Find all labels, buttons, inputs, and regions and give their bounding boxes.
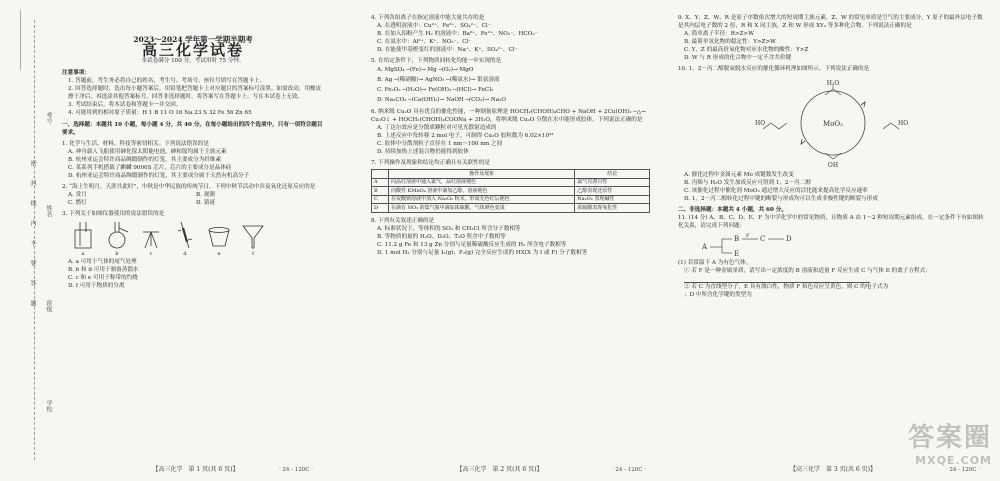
notice-item: 3. 考试结束后，将本试卷和答题卡一并交回。 [68, 102, 182, 108]
q3-option: A. a 可用于气体的尾气处理 [68, 259, 137, 265]
scheme-c: C [760, 235, 766, 243]
paper-code: · 24 - 120C · [611, 467, 646, 473]
q8-option: C. 11.2 g Fe 和 13 g Zn 分别与足量稀硫酸反应生成的 H₂ 所含电子数相等 [377, 241, 567, 248]
name-label: 姓名 [45, 205, 52, 217]
apparatus-label: f [252, 251, 254, 257]
apparatus-label: a [81, 251, 85, 257]
question-1: 1. 化学与生活、材料、科技等密切相关。下列说法错误的是 [62, 141, 209, 147]
table-row [372, 195, 650, 204]
seal-char: 线 [29, 200, 36, 206]
question-9: 9. X、Y、Z、W、R 是原子序数依次增大的短周期主族元素，Z、W 的常见单质是空气的主要成分，Y 原子的最外层电子数是其内层电子数的 2 倍，R 和 X 同主族，Z 和 W 形成 XY₂ 等多种化合物。下列说法正确的是 [678, 15, 983, 29]
page-footer: 【高三化学 第 2 页(共 6 页)】 [456, 466, 543, 473]
question-4: 4. 下列各组离子在指定溶液中能大量共存的是 [371, 15, 485, 21]
q6-option: A. 丁达尔效应是分散质颗粒对可见光散射造成的 [377, 125, 497, 131]
q3-option: D. f 可用于物质的分离 [68, 283, 125, 289]
section-2-heading: 二、非选择题：本题共 4 小题，共 60 分。 [678, 207, 787, 213]
q3-option: B. b 和 d 可用于制备蒸馏水 [68, 267, 139, 273]
question-5: 5. 在给定条件下，下列物质间转化均能一步实现的是 [371, 58, 502, 64]
apparatus-label: c [149, 251, 153, 257]
q2-option: B. 观潮 [196, 192, 215, 198]
question-6: 6. 纳米级 Cu₂O 具有优良的催化性能，一种制备原理是 HOCH₂(CHOH)₄CHO + NaOH + 2Cu(OH)₂ ─△→ Cu₂O↓ + HOCH₂(CHOH)₄COONa + 3H₂O，将纳米级 Cu₂O 分散在水中能形成胶体。下列说法正确的是 [371, 109, 646, 123]
watermark-logo [908, 417, 992, 467]
q9-option: D. W 与 R 形成的化合物中一定不含共价键 [684, 55, 792, 61]
exam-info: 本试卷满分 100 分，考试用时 75 分钟。 [141, 58, 245, 64]
q4-option: A. 在透明溶液中：Cu²⁺、Fe²⁺、SO₄²⁻、Cl⁻ [377, 23, 491, 29]
notice-item: 2. 回答选择题时，选出每小题答案后，用铅笔把答题卡上对应题目的答案标号涂黑。如需改动，用橡皮擦干净后，再选涂其他答案标号。回答非选择题时，将答案写在答题卡上。写在本试卷上无效。 [68, 86, 322, 100]
diagram-bottom-label: OH [827, 162, 839, 169]
exam-page-3 [666, 0, 1000, 481]
question-7: 7. 下列操作及现象和结论均正确且有关联性的是 [371, 160, 490, 166]
round-flask-icon [103, 220, 131, 250]
apparatus-a [66, 220, 100, 258]
table-cell: D [372, 204, 389, 213]
q7-table [371, 169, 650, 213]
tripod-icon [137, 220, 165, 250]
apparatus-label: b [115, 251, 119, 257]
q11-subpart: (1) 若常温下 A 为有色气体。 [678, 260, 752, 266]
page-3-body [678, 14, 988, 299]
table-header: 结论 [575, 170, 650, 179]
q9-option: B. 最简单氢化物的稳定性：Y>Z>W [684, 39, 776, 45]
q9-option: A. 简单离子半径：R>Z>W [684, 31, 754, 37]
scheme-d: D [786, 235, 792, 243]
q4-option: D. 在能使甲基橙变红的溶液中：Na⁺、K⁺、SO₄²⁻、Cl⁻ [377, 47, 518, 53]
question-2: 2. “海上生明月，天涯共此时”，中秋是中华民族的传统节日，下列中秋节活动中涉及氧化还原反应的是 [62, 184, 316, 190]
table-cell: 氯气有漂白性 [575, 178, 650, 187]
watermark-top: 答案圈 [907, 423, 992, 453]
question-10: 10. 1，2－丙二醇脱氧脱水反应的催化循环机理如图所示。下列说法正确的是 [678, 66, 870, 72]
exam-title: 高三化学试卷 [141, 41, 244, 59]
paper-code: · 24 - 120C · [278, 467, 313, 473]
table-cell: A [372, 178, 389, 187]
q10-option: C. 该催化过程中催化剂 MoO₃ 通过增大反应的活化能来提高化学反应速率 [684, 188, 868, 194]
table-cell: B [372, 187, 389, 196]
table-cell: 向品红溶液中通入氯气，品红溶液褪色 [389, 178, 575, 187]
seal-char: 封 [29, 180, 36, 186]
q2-options [62, 191, 324, 207]
gas-washing-bottle-icon [69, 220, 97, 250]
table-cell: 在滴有 NO₂ 的集气瓶中滴加浓硫酸，气体颜色变浅 [389, 204, 575, 213]
diagram-left-label: HO [755, 120, 766, 127]
page-footer: 【高三化学 第 1 页(共 6 页)】 [152, 466, 239, 473]
q1-option: D. 杭州亚运会特许商品绸缎制作的灯笼，其主要成分属于天然有机高分子 [68, 173, 250, 179]
binding-margin [0, 0, 58, 481]
table-cell: 向酸性 KMnO₄ 溶液中滴加乙醇，溶液褪色 [389, 187, 575, 196]
seal-char: 答 [29, 280, 36, 286]
q8-option: A. 标准状况下，等体积的 SO₃ 和 CH₃Cl 所含分子数相等 [377, 225, 521, 232]
table-cell: 乙醇表现还原性 [575, 187, 650, 196]
diagram-right-label: HO [898, 120, 909, 127]
question-3: 3. 下列关于如图仪器使用的说法错误的是 [62, 211, 165, 217]
scheme-f: F [746, 233, 750, 239]
catalytic-cycle-diagram [733, 75, 933, 171]
q3-option: C. c 和 e 可用于称带的灼烧 [68, 275, 138, 281]
q5-option: A. MgSO₄ ─(Fe)→ Mg ─(O₂)→ MgO [377, 67, 474, 73]
q10-option: D. 1，2－丙二醇转化过程中键的断裂与形成均可以生成非极性键的断裂与形成 [684, 196, 878, 202]
q11-subpart: ；D 中所含化学键的类型为 [684, 292, 752, 298]
crucible-icon [205, 220, 233, 250]
table-cell: 浓硫酸表现氧化性 [575, 204, 650, 213]
apparatus-label: d [183, 251, 187, 257]
watermark-bottom: MXQE.COM [915, 454, 992, 467]
q5-option: B. Ag ─(稀硝酸)→ AgNO₃ ─(稀氨水)→ 银氨溶液 [377, 77, 500, 83]
table-cell: C [372, 195, 389, 204]
q1-option: B. 杭州亚运会特许商品绸缎制作的灯笼，其主要成分为纤维素 [68, 157, 222, 163]
condenser-icon [171, 220, 199, 250]
q2-option: A. 赏月 [68, 192, 87, 198]
q11-scheme [700, 231, 810, 259]
notice-title: 注意事项： [62, 70, 90, 76]
q10-option: B. 丙烯与 H₂O 发生加成反应可得到 1，2－丙二醇 [684, 180, 811, 186]
apparatus-c [134, 220, 168, 258]
q8-option: B. 等物质的量的 H₂O、D₂O、T₂O 所含中子数相等 [377, 233, 506, 240]
q2-option: C. 燃灯 [68, 200, 87, 206]
scheme-e: E [734, 250, 740, 258]
diagram-center: MoO₃ [823, 120, 843, 128]
q5-option: D. Na₂CO₃ ─(Ca(OH)₂)→ NaOH ─(CO₂)→ Na₂O [377, 97, 506, 103]
exam-page-1 [0, 0, 333, 481]
q11-subpart: ② 若 C 为直线型分子，E 具有漂白性，物质 F 焰色反应呈黄色，则 C 的电子式为 [684, 284, 889, 290]
school-label: 学校 [45, 400, 52, 412]
q1-option: C. 某系列手机搭载了麒麟 9000S 芯片，芯片的主要成分是晶体硅 [68, 165, 232, 171]
q4-option: C. 在氨水中：Al³⁺、K⁺、NO₃⁻、Cl⁻ [377, 39, 472, 45]
diagram-top-label: H₂O [826, 80, 840, 87]
q4-option: B. 在加入铝粉产生 H₂ 的溶液中：Ba²⁺、Fe²⁺、NO₃⁻、HCO₃⁻ [377, 31, 538, 37]
seal-char: 要 [29, 260, 36, 266]
table-row [372, 187, 650, 196]
table-header: 操作及现象 [389, 170, 575, 179]
q9-option: C. Y、Z 的最高价氧化物对应水化物的酸性：Y>Z [684, 47, 809, 53]
table-cell: 在炭酸钠溶液中加入 Na₂O₂ 粉末，形成无色红后褪色 [389, 195, 575, 204]
apparatus-e [202, 220, 236, 258]
notice-item: 1. 答题前，考生务必将自己的姓名、考生号、考场号、座位号填写在答题卡上。 [68, 78, 266, 84]
paper-code: · 24 - 120C · [945, 467, 980, 473]
q2-option: D. 猜谜 [196, 200, 216, 206]
table-row [372, 204, 650, 213]
apparatus-label: e [217, 251, 221, 257]
q8-option: D. 1 mol H₂ 分别与足量 I₂(g)、F₂(g) 完全反应生成的 HX(X 为 I 或 F) 分子数相等 [377, 249, 588, 256]
table-header-row [372, 170, 650, 179]
answer-line [684, 275, 870, 283]
exam-page-2 [333, 0, 666, 481]
seal-char: 内 [29, 220, 36, 226]
q5-option: C. Fe₂O₃ ─(H₂O)→ Fe(OH)₃ ─(HCl)→ FeCl₃ [377, 87, 494, 93]
q6-option: C. 胶体中分散剂粒子直径在 1 nm～100 nm 之间 [377, 141, 503, 147]
page-2-body [371, 14, 656, 257]
seal-char: 题 [29, 300, 36, 306]
notice-item: 4. 可能用到的相对原子质量：H 1 B 11 O 16 Na 23 S 32 Fe 56 Zn 65 [68, 110, 252, 116]
table-cell: Na₂O₂ 表现碱性 [575, 195, 650, 204]
exam-header: 2023～2024 学年第一学期半期考 [133, 35, 253, 44]
q10-option: A. 催化过程中金属元素 Mo 成键数发生改变 [684, 172, 794, 178]
table-header [372, 170, 389, 179]
question-11: 11. (14 分) A、B、C、D、E、F 为中学化学中的常见物质，且物质 A 由 1～2 种短周期元素组成，在一定条件下有如图转化关系，请完成下列问题： [678, 215, 984, 229]
page-1-body [62, 36, 324, 290]
apparatus-f [236, 220, 270, 258]
apparatus-figure [62, 220, 324, 258]
page-footer: 【高三化学 第 3 页(共 6 页)】 [790, 466, 876, 473]
seal-char: 密 [29, 160, 36, 166]
scheme-a: A [702, 243, 708, 251]
class-label: 班级 [45, 300, 52, 312]
table-row [372, 178, 650, 187]
q6-option: B. 上述反应中每转移 2 mol 电子，可制得 Cu₂O 胶粒数为 6.02×10²³ [377, 133, 554, 139]
scheme-b: B [734, 235, 740, 243]
q1-option: A. 神舟载人飞船使用砷化镓太阳能电池，砷和镓均属于主族元素 [68, 149, 227, 155]
question-8: 8. 下列有关叙述正确的是 [371, 217, 435, 224]
seal-char: 不 [29, 240, 36, 246]
section-1-heading: 一、选择题：本题共 10 小题，每小题 4 分，共 40 分。在每小题给出的四个选项中，只有一项符合题目要求。 [62, 122, 323, 136]
q6-option: D. 持续加热上述混合物仍能得到胶体 [377, 149, 469, 155]
funnel-icon [239, 220, 267, 250]
apparatus-d [168, 220, 202, 258]
q11-subpart: ① 若 F 是一种金属单质，请写出一定浓度的 B 溶液和适量 F 反应生成 C 与气体 E 的离子方程式： [684, 268, 931, 274]
apparatus-b [100, 220, 134, 258]
seat-label: 考号 [45, 112, 52, 124]
